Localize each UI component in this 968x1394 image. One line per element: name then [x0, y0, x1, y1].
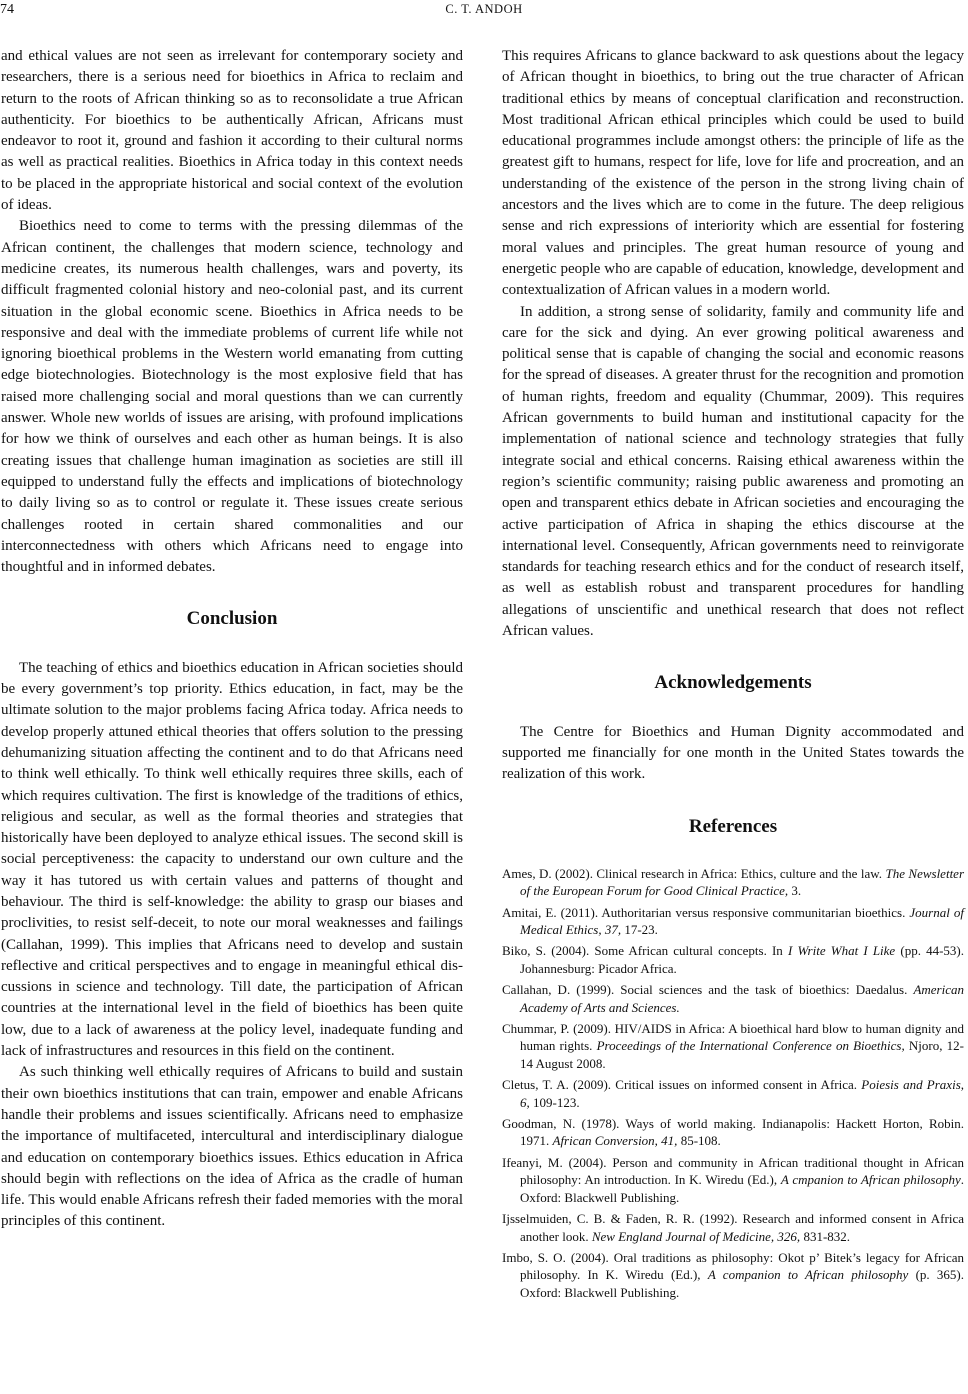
reference-text: Ijsselmuiden, C. B. & Faden, R. R. (1992). Research and informed consent in Africa another look.	[502, 1211, 964, 1244]
reference-text: Ames, D. (2002). Clinical research in Africa: Ethics, culture and the law.	[502, 865, 886, 881]
section-heading-references: References	[688, 815, 778, 837]
reference-source: A companion to African philosophy	[707, 1267, 909, 1283]
reference-entry	[502, 1154, 964, 1206]
reference-text: 17-23.	[621, 922, 658, 938]
reference-source: New England Journal of Medicine, 326,	[591, 1228, 801, 1244]
body-paragraph: This requires Africans to glance backward to ask questions about the legacy of African thought in bioethics, to bring out the true character of African traditional ethics by means of conceptual clarification and reconstruction. Most traditional African ethical principles which could be used to build educational programmes include amongst others: the principle of life as the greatest gift to humans, respect for life, love for life and procreation, and an understanding of the existence of the person in the strong living chain of ancestors and the lives which are to come in the future. The deep religious sense and rich expressions of interiority which are essential for fostering moral values and principles. The great human resource of young and energetic people who are capable of education, knowledge, development and contextualization of African values in a modern world.	[502, 48, 964, 299]
reference-text: (pp. 44-53). Johannesburg: Picador Africa.	[520, 943, 965, 976]
reference-text: Amitai, E. (2011). Authoritarian versus responsive communitarian bioethics.	[502, 904, 910, 920]
reference-source: The Newsletter of the European Forum for Good Clinical Practice,	[520, 865, 965, 899]
page-number: 74	[0, 2, 14, 17]
reference-source: I Write What I Like	[787, 943, 896, 959]
reference-text: (p. 365). Oxford: Blackwell Publishing.	[520, 1267, 964, 1300]
page-header	[0, 0, 968, 24]
reference-source: Journal of Medical Ethics, 37,	[520, 904, 964, 938]
body-paragraph: In addition, a strong sense of solidarity, family and community life and care for the sick and dying. An ever growing political awareness and political sense that is capable of changing the social and economic reasons for the spread of diseases. A greater thrust for the recognition and promotion of human rights, freedom and equality (Chummar, 2009). This requires African governments to build human and institutional capacity for the implementation of national science and technology strategies that fully integrate social and ethical concerns. Raising ethical awareness within the region’s scientific community; raising public awareness and promoting an open and transparent ethics debate in African societies and encouraging the active participation of Africa in shaping the ethics discourse at the international level. Consequently, African governments need to reinvigorate standards for teaching research ethics and for the conduct of research itself, as well as establish robust and transparent procedures for handling allegations of unscientific and unethical research that does not reflect African values.	[502, 303, 964, 640]
section-heading-conclusion: Conclusion	[186, 608, 278, 630]
reference-entry	[502, 1210, 964, 1245]
reference-text: Ifeanyi, M. (2004). Person and community in African traditional thought in African philosophy: An introduction. In K. Wiredu (Ed.),	[502, 1154, 964, 1188]
reference-source: Poiesis and Praxis, 6,	[520, 1077, 965, 1110]
left-column	[1, 46, 463, 1233]
reference-entry	[502, 1076, 964, 1111]
reference-entry	[502, 1020, 964, 1072]
reference-text: Goodman, N. (1978). Ways of world making. Indianapolis: Hackett Horton, Robin. 1971.	[502, 1116, 964, 1149]
reference-text: 831-832.	[800, 1228, 851, 1244]
reference-entry	[502, 904, 964, 939]
reference-text: Callahan, D. (1999). Social sciences and the task of bioethics: Daedalus.	[502, 982, 914, 998]
reference-source: Proceedings of the International Conference on Bioethics,	[596, 1038, 905, 1054]
body-paragraph: As such thinking well ethically requires of Africans to build and sustain their own bioethics institutions that can train, empower and enable Africans handle their problems and issues scientifically. Africans need to emphasize the importance of multifaceted, intercultural and interdisciplinary dialogue and education on contemporary bioethics issues. Ethics education in Africa should begin with reflections on the idea of Africa as the cradle of human life. This would enable Africans refresh their faded memories with the moral principles of this continent.	[1, 1064, 463, 1230]
reference-source: American Academy of Arts and Sciences.	[520, 982, 964, 1015]
reference-entry	[502, 942, 964, 977]
reference-source: African Conversion, 41,	[552, 1133, 678, 1149]
reference-entry	[502, 865, 964, 900]
reference-text: . Oxford: Blackwell Publishing.	[520, 1172, 965, 1205]
acknowledgements-text: The Centre for Bioethics and Human Dignity accommodated and supported me financially for one month in the United States towards the realization of this work.	[502, 723, 964, 783]
reference-text: Biko, S. (2004). Some African cultural concepts. In	[502, 943, 788, 959]
reference-entry	[502, 1249, 964, 1301]
running-head: C. T. ANDOH	[445, 2, 523, 16]
reference-entry	[502, 981, 964, 1016]
reference-text: Chummar, P. (2009). HIV/AIDS in Africa: A bioethical hard blow to human dignity and human rights.	[502, 1021, 964, 1054]
reference-text: 109-123.	[529, 1094, 580, 1110]
section-heading-acknowledgements: Acknowledgements	[654, 672, 812, 694]
reference-text: 3.	[788, 883, 802, 899]
body-paragraph: Bioethics need to come to terms with the pressing dilemmas of the African continent, the challenges that modern science, technology and medicine creates, its numerous health challenges, wars and poverty, its difficult fragmented colonial history and neo-colonial past, and its current situation in the global economic scene. Bioethics in Africa needs to be responsive and deal with the immediate problems of current life while not ignoring bioethical problems in the Western world emanating from cutting edge biotechnologies. Biotechnology is the most explosive field that has raised more challenging social and moral questions than we can currently answer. Whole new worlds of issues are arising, with profound implications for how we think of ourselves and each other as human beings. It is also creating issues that challenge human imagination as societies are still ill equipped to understand fully the effects and implications of biotechnology to daily living so as to control or regulate it. These issues create serious challenges rooted in certain shared commonalities and our interconnectedness with others which Africans need to engage into thoughtful and in informed debates.	[1, 218, 463, 576]
reference-list	[502, 865, 964, 1301]
reference-source: A cmpanion to African philosophy	[780, 1172, 961, 1188]
reference-text: 85-108.	[677, 1133, 721, 1149]
right-column	[502, 46, 964, 1305]
reference-text: Imbo, S. O. (2004). Oral traditions as philosophy: Okot p’ Bitek’s legacy for African philosophy. In K. Wiredu (Ed.),	[502, 1249, 964, 1283]
body-paragraph: and ethical values are not seen as irrelevant for contemporary society and researchers, there is a serious need for bioethics in Africa to reclaim and return to the roots of African thinking so as to reconsolidate a true African authenticity. For bioethics to be authentically African, Africans must endeavor to root it, ground and fashion it according to their cultural norms as well as practical realities. Bioethics in Africa today in this context needs to be placed in the appropriate historical and social context of the evolution of ideas.	[1, 48, 463, 214]
reference-entry	[502, 1115, 964, 1150]
body-paragraph: The teaching of ethics and bioethics education in African societies should be every government’s top priority. Ethics education, in fact, may be the ultimate solution to the major problems facing Africa today. Africa needs to develop properly attuned ethical theories that offers solution to the pressing dehumanizing situation affecting the continent and to do that Africans need to think well ethically. To think well ethically requires three skills, each of which requires cultivation. The first is knowledge of the traditions of ethics, religious and secular, as well as the formal theories and strategies that historically have been deployed to analyze ethical issues. The second skill is social perceptiveness: the capacity to understand our own culture and the way it has tutored us with certain values and patterns of thought and behaviour. The third is self-knowledge: the ability to grasp our biases and proclivities, to resist self-deceit, to note our moral weaknesses and failings (Callahan, 1999). This implies that Africans need to develop and sustain reflective and critical perspectives and to engage in meaningful ethical discussions in science and technology. Till date, the participation of African countries at the international level in the field of bioethics has been quite low, due to a lack of awareness at the policy level, inadequate funding and lack of infrastructures and resources in this field on the continent.	[1, 659, 463, 1060]
reference-text: Njoro, 12-14 August 2008.	[520, 1038, 964, 1071]
reference-text: Cletus, T. A. (2009). Critical issues on informed consent in Africa.	[502, 1077, 862, 1093]
